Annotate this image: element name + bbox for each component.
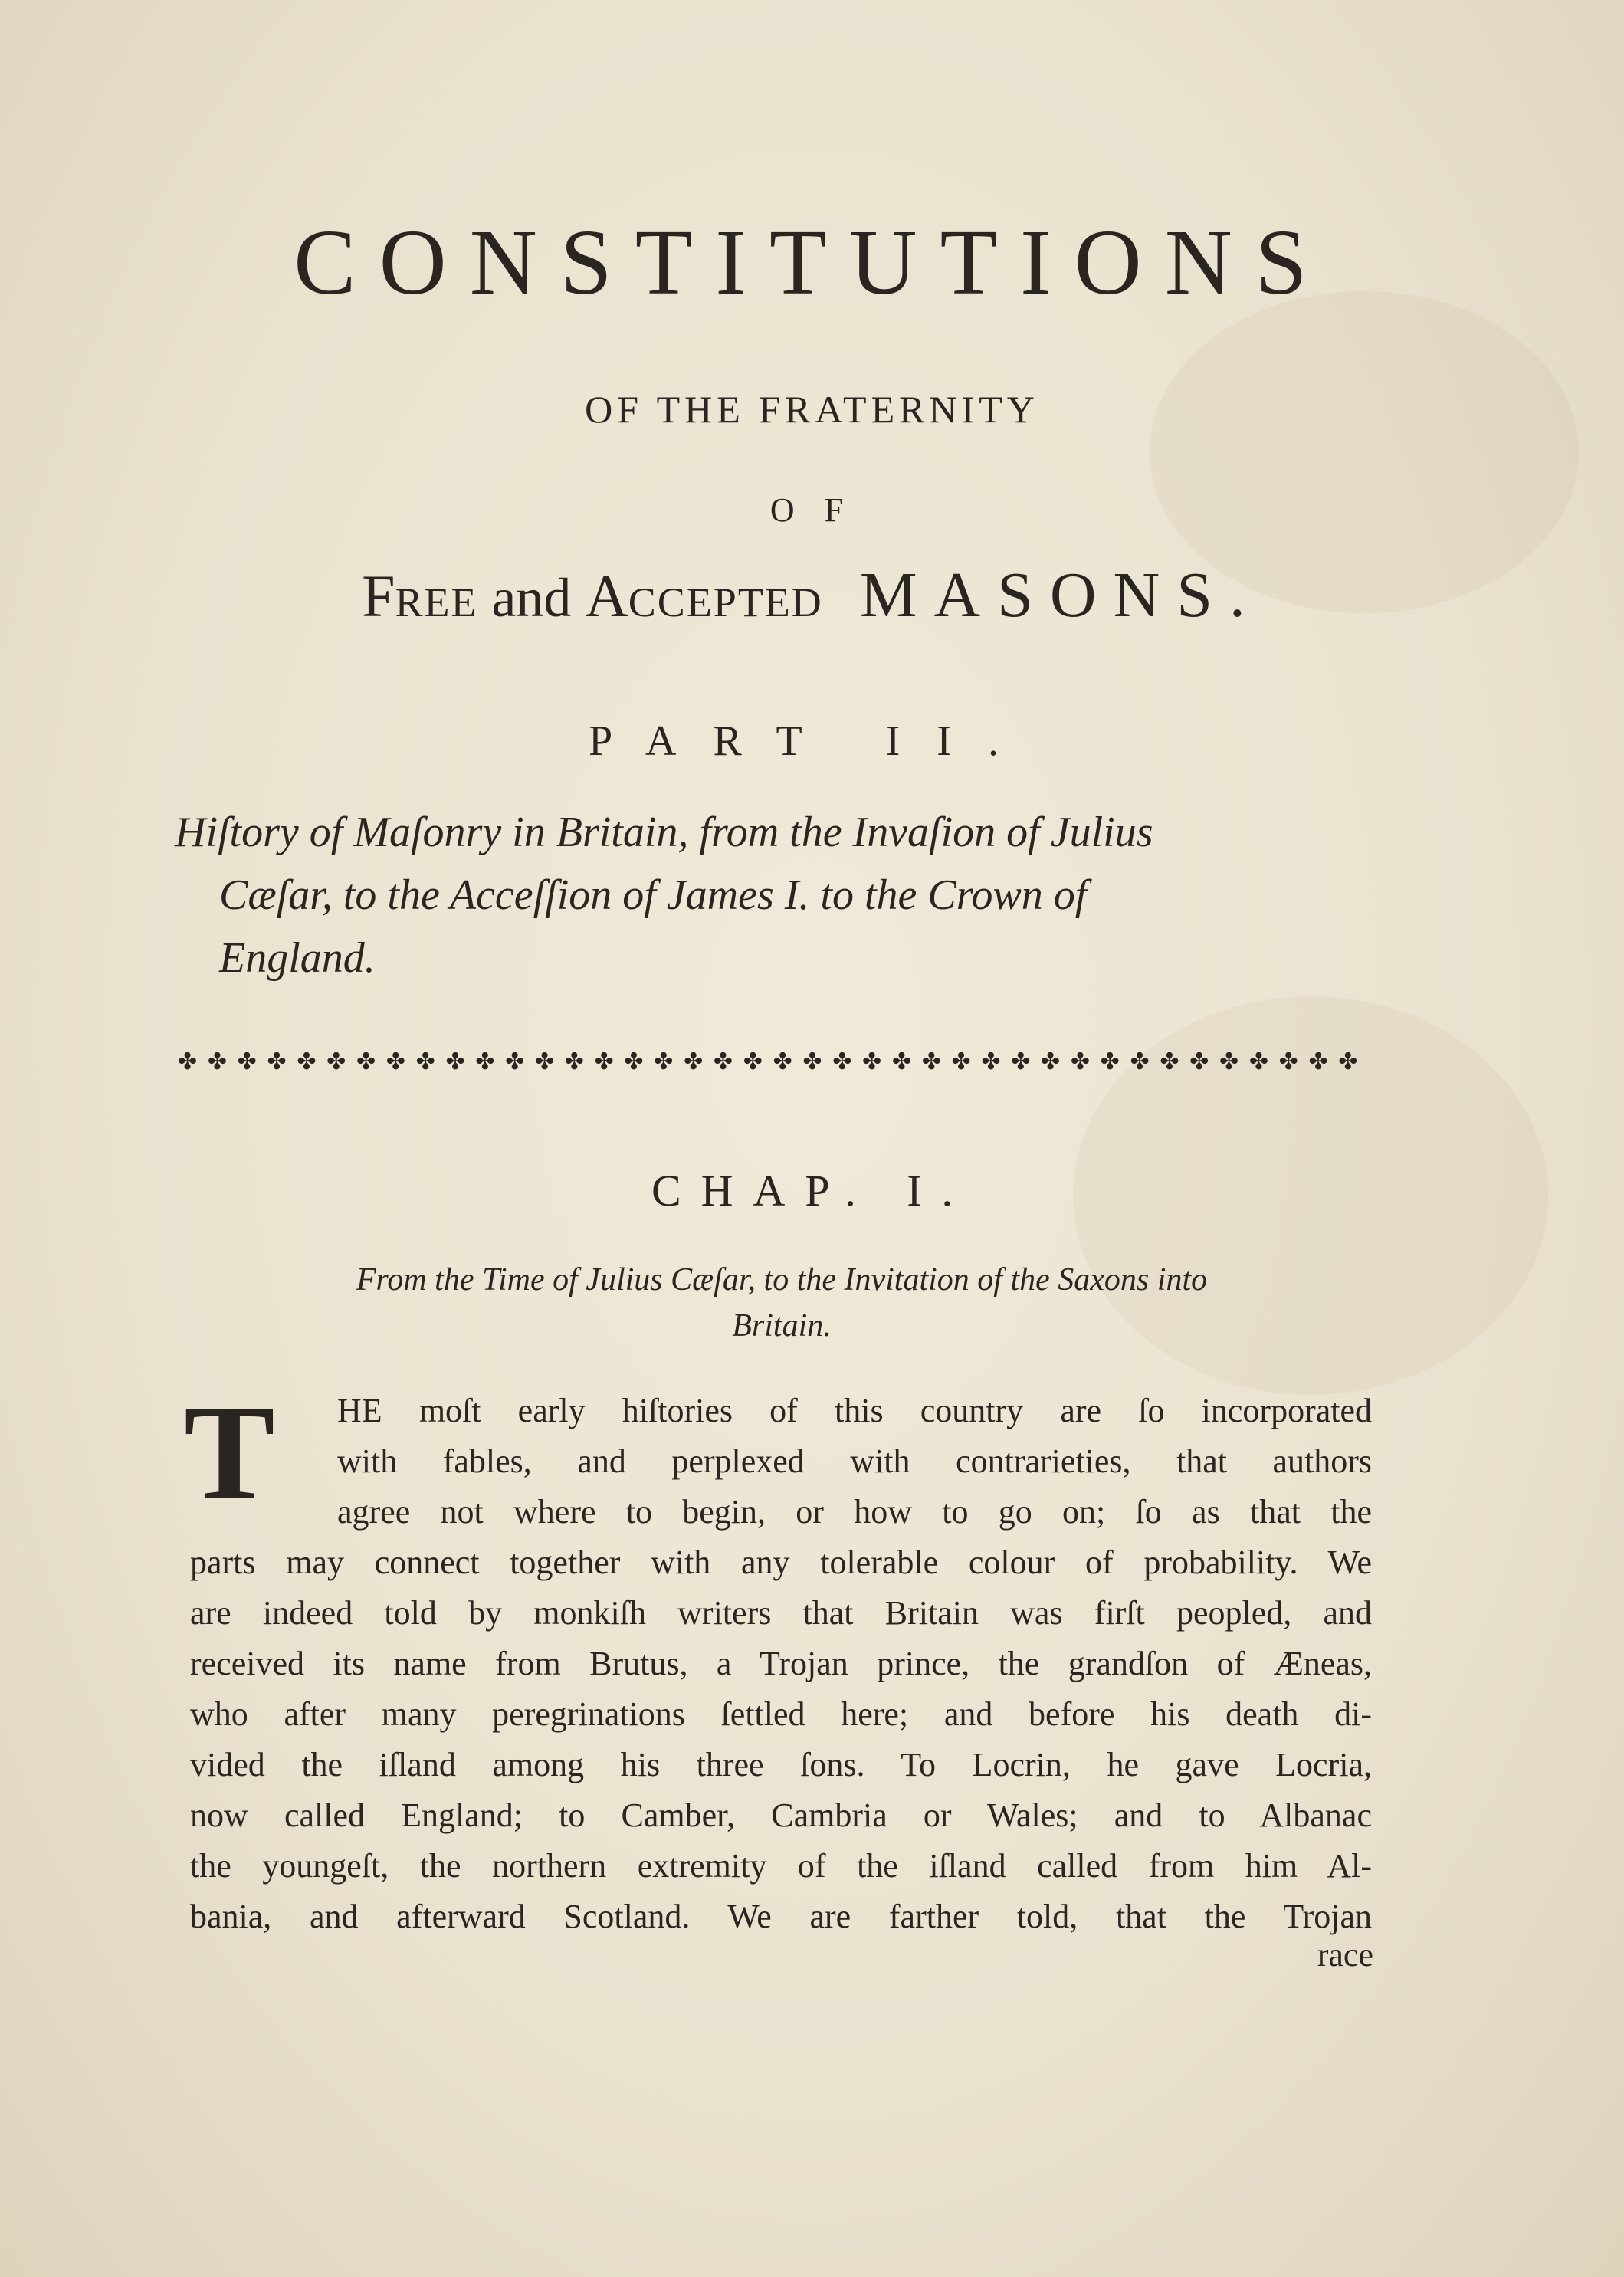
ornamental-rule	[178, 1048, 1358, 1075]
ornament-glyph: ✤	[654, 1048, 674, 1075]
ornament-glyph: ✤	[505, 1048, 525, 1075]
ornament-glyph: ✤	[297, 1048, 317, 1075]
ornament-glyph: ✤	[415, 1048, 435, 1075]
body-line: agree not where to begin, or how to go on; ſo as that the	[337, 1493, 1372, 1531]
ornament-glyph: ✤	[237, 1048, 257, 1075]
ornament-glyph: ✤	[1278, 1048, 1298, 1075]
ornament-glyph: ✤	[713, 1048, 733, 1075]
ornament-glyph: ✤	[773, 1048, 792, 1075]
part-heading: PART II.	[589, 717, 1035, 765]
of-line: O F	[769, 491, 855, 529]
body-line: who after many peregrinations ſettled here; and before his death di-	[190, 1695, 1372, 1733]
accepted-rest: CCEPTED	[628, 579, 823, 625]
body-line: with fables, and perplexed with contrarieties, that authors	[337, 1442, 1372, 1480]
ornament-glyph: ✤	[832, 1048, 852, 1075]
ornament-glyph: ✤	[445, 1048, 465, 1075]
page-subtitle: OF THE FRATERNITY	[585, 388, 1039, 431]
part-description-line: England.	[219, 934, 376, 982]
ornament-glyph: ✤	[891, 1048, 912, 1075]
ornament-glyph: ✤	[1189, 1048, 1209, 1075]
chapter-subtitle	[184, 1257, 1380, 1349]
body-line: parts may connect together with any tolerable colour of probability. We	[190, 1544, 1372, 1581]
ornament-glyph: ✤	[594, 1048, 614, 1075]
ornament-glyph: ✤	[207, 1048, 227, 1075]
drop-cap: T	[184, 1376, 275, 1528]
ornament-glyph: ✤	[534, 1048, 555, 1075]
ornament-glyph: ✤	[475, 1048, 495, 1075]
body-line: received its name from Brutus, a Trojan prince, the grandſon of Æneas,	[190, 1645, 1372, 1682]
chapter-subtitle-line: Britain.	[732, 1308, 832, 1344]
ornament-glyph: ✤	[1100, 1048, 1120, 1075]
ornament-glyph: ✤	[1160, 1048, 1179, 1075]
body-line: bania, and afterward Scotland. We are farther told, that the Trojan	[190, 1898, 1372, 1935]
ornament-glyph: ✤	[743, 1048, 763, 1075]
ornament-glyph: ✤	[802, 1048, 822, 1075]
ornament-glyph: ✤	[267, 1048, 287, 1075]
ornament-glyph: ✤	[1011, 1048, 1031, 1075]
ornament-glyph: ✤	[951, 1048, 971, 1075]
body-line: are indeed told by monkiſh writers that Britain was firſt peopled, and	[190, 1594, 1372, 1632]
ornament-glyph: ✤	[862, 1048, 882, 1075]
ornament-glyph: ✤	[981, 1048, 1001, 1075]
ornament-glyph: ✤	[1338, 1048, 1358, 1075]
body-line: HE moſt early hiſtories of this country are ſo incorporated	[337, 1392, 1372, 1429]
page-title: CONSTITUTIONS	[294, 211, 1330, 314]
ornament-glyph: ✤	[1308, 1048, 1328, 1075]
ornament-glyph: ✤	[1219, 1048, 1239, 1075]
body-line: the youngeſt, the northern extremity of the iſland called from him Al-	[190, 1847, 1372, 1885]
part-description-line: Cæſar, to the Acceſſion of James I. to the Crown of	[219, 871, 1088, 919]
free-rest: REE	[395, 579, 478, 625]
free-cap: F	[362, 563, 395, 629]
ornament-glyph: ✤	[1130, 1048, 1150, 1075]
masons-word: MASONS.	[859, 559, 1262, 631]
chapter-heading: CHAP. I.	[651, 1166, 973, 1216]
ornament-glyph: ✤	[1248, 1048, 1268, 1075]
body-line: vided the iſland among his three ſons. To Locrin, he gave Locria,	[190, 1746, 1372, 1783]
ornament-glyph: ✤	[624, 1048, 644, 1075]
ornament-glyph: ✤	[356, 1048, 376, 1075]
body-line: now called England; to Camber, Cambria or Wales; and to Albanac	[190, 1796, 1372, 1834]
catchword: race	[1317, 1936, 1373, 1974]
part-description	[175, 801, 1386, 989]
ornament-glyph: ✤	[1041, 1048, 1061, 1075]
ornament-glyph: ✤	[326, 1048, 346, 1075]
ornament-glyph: ✤	[684, 1048, 704, 1075]
accepted-cap: A	[585, 563, 628, 629]
ornament-glyph: ✤	[178, 1048, 198, 1075]
ornament-glyph: ✤	[1070, 1048, 1090, 1075]
ornament-glyph: ✤	[921, 1048, 941, 1075]
chapter-subtitle-line: From the Time of Julius Cæſar, to the Invitation of the Saxons into	[356, 1262, 1208, 1298]
ornament-glyph: ✤	[564, 1048, 584, 1075]
ornament-glyph: ✤	[385, 1048, 405, 1075]
and-word: and	[491, 567, 572, 628]
free-accepted-masons-line	[0, 559, 1624, 631]
part-description-line: Hiſtory of Maſonry in Britain, from the Invaſion of Julius	[175, 809, 1153, 856]
body-text	[190, 1386, 1372, 1942]
